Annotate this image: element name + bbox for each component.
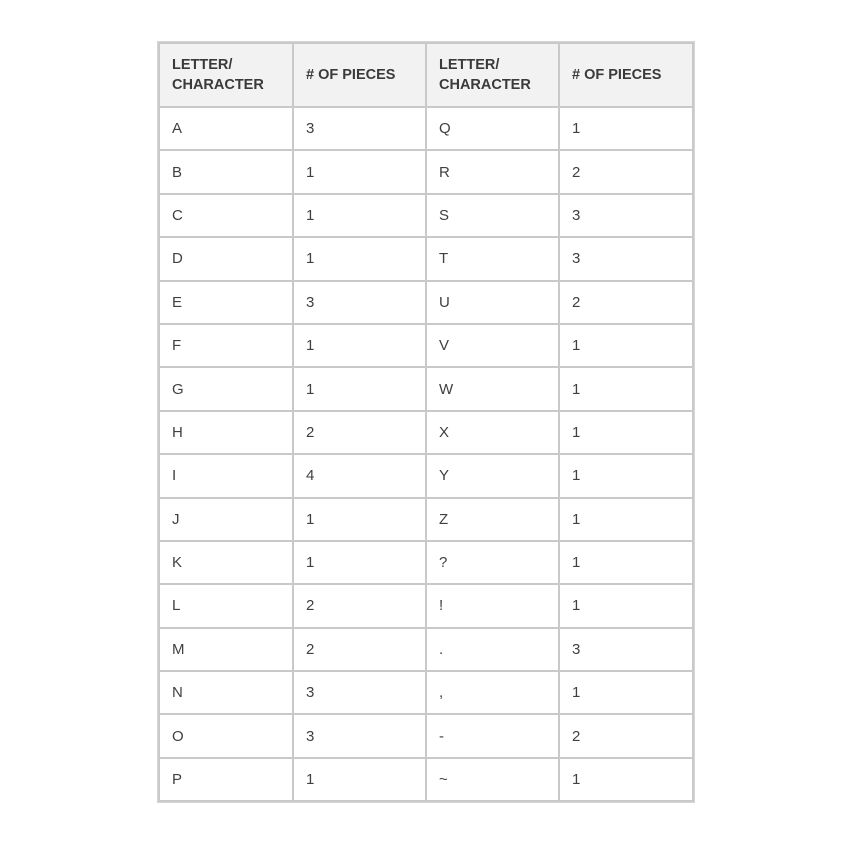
table-row <box>159 584 693 627</box>
cell-letter-left: P <box>159 758 293 801</box>
cell-pieces-right: 2 <box>559 714 693 757</box>
cell-letter-left: B <box>159 150 293 193</box>
table-row <box>159 150 693 193</box>
cell-letter-left: L <box>159 584 293 627</box>
cell-letter-left: N <box>159 671 293 714</box>
table-row <box>159 194 693 237</box>
cell-pieces-right: 1 <box>559 541 693 584</box>
table-row <box>159 411 693 454</box>
cell-letter-left: M <box>159 628 293 671</box>
cell-pieces-right: 1 <box>559 758 693 801</box>
cell-pieces-left: 1 <box>293 541 426 584</box>
cell-letter-right: W <box>426 367 559 410</box>
cell-letter-left: O <box>159 714 293 757</box>
cell-letter-right: V <box>426 324 559 367</box>
cell-letter-right: Y <box>426 454 559 497</box>
cell-letter-right: X <box>426 411 559 454</box>
table-row <box>159 758 693 801</box>
cell-pieces-left: 3 <box>293 714 426 757</box>
cell-pieces-left: 3 <box>293 107 426 150</box>
cell-letter-right: ! <box>426 584 559 627</box>
cell-pieces-right: 2 <box>559 150 693 193</box>
cell-letter-right: , <box>426 671 559 714</box>
cell-letter-right: T <box>426 237 559 280</box>
cell-letter-left: E <box>159 281 293 324</box>
table-row <box>159 498 693 541</box>
table-body <box>159 107 693 801</box>
cell-letter-right: U <box>426 281 559 324</box>
table-row <box>159 324 693 367</box>
cell-pieces-left: 1 <box>293 194 426 237</box>
cell-letter-left: K <box>159 541 293 584</box>
cell-letter-right: S <box>426 194 559 237</box>
cell-letter-right: - <box>426 714 559 757</box>
cell-pieces-left: 1 <box>293 324 426 367</box>
cell-pieces-right: 3 <box>559 194 693 237</box>
header-letter-character-right: LETTER/ CHARACTER <box>426 43 559 107</box>
table-row <box>159 367 693 410</box>
cell-pieces-right: 3 <box>559 237 693 280</box>
header-letter-character-left: LETTER/ CHARACTER <box>159 43 293 107</box>
cell-pieces-left: 1 <box>293 367 426 410</box>
cell-letter-right: ? <box>426 541 559 584</box>
table-row <box>159 541 693 584</box>
table-row <box>159 454 693 497</box>
cell-pieces-left: 2 <box>293 411 426 454</box>
cell-pieces-right: 3 <box>559 628 693 671</box>
table-header-row <box>159 43 693 107</box>
cell-pieces-right: 1 <box>559 498 693 541</box>
cell-letter-right: ~ <box>426 758 559 801</box>
cell-letter-left: J <box>159 498 293 541</box>
table-row <box>159 281 693 324</box>
cell-letter-left: I <box>159 454 293 497</box>
table-row <box>159 628 693 671</box>
cell-letter-right: Q <box>426 107 559 150</box>
cell-letter-left: F <box>159 324 293 367</box>
cell-pieces-left: 4 <box>293 454 426 497</box>
cell-pieces-right: 2 <box>559 281 693 324</box>
cell-pieces-left: 1 <box>293 758 426 801</box>
table-row <box>159 237 693 280</box>
table-row <box>159 714 693 757</box>
cell-letter-right: Z <box>426 498 559 541</box>
cell-pieces-right: 1 <box>559 411 693 454</box>
cell-pieces-right: 1 <box>559 671 693 714</box>
letter-pieces-table <box>158 42 694 802</box>
cell-pieces-right: 1 <box>559 107 693 150</box>
cell-letter-left: A <box>159 107 293 150</box>
table-row <box>159 107 693 150</box>
cell-letter-left: D <box>159 237 293 280</box>
cell-pieces-left: 2 <box>293 584 426 627</box>
cell-pieces-left: 1 <box>293 498 426 541</box>
header-pieces-right: # OF PIECES <box>559 43 693 107</box>
cell-pieces-left: 1 <box>293 237 426 280</box>
cell-pieces-left: 3 <box>293 281 426 324</box>
cell-letter-right: R <box>426 150 559 193</box>
cell-letter-left: G <box>159 367 293 410</box>
cell-pieces-right: 1 <box>559 367 693 410</box>
cell-pieces-left: 3 <box>293 671 426 714</box>
cell-letter-left: H <box>159 411 293 454</box>
cell-pieces-right: 1 <box>559 454 693 497</box>
cell-letter-left: C <box>159 194 293 237</box>
cell-pieces-left: 1 <box>293 150 426 193</box>
cell-pieces-right: 1 <box>559 324 693 367</box>
cell-pieces-left: 2 <box>293 628 426 671</box>
cell-pieces-right: 1 <box>559 584 693 627</box>
cell-letter-right: . <box>426 628 559 671</box>
table-row <box>159 671 693 714</box>
header-pieces-left: # OF PIECES <box>293 43 426 107</box>
